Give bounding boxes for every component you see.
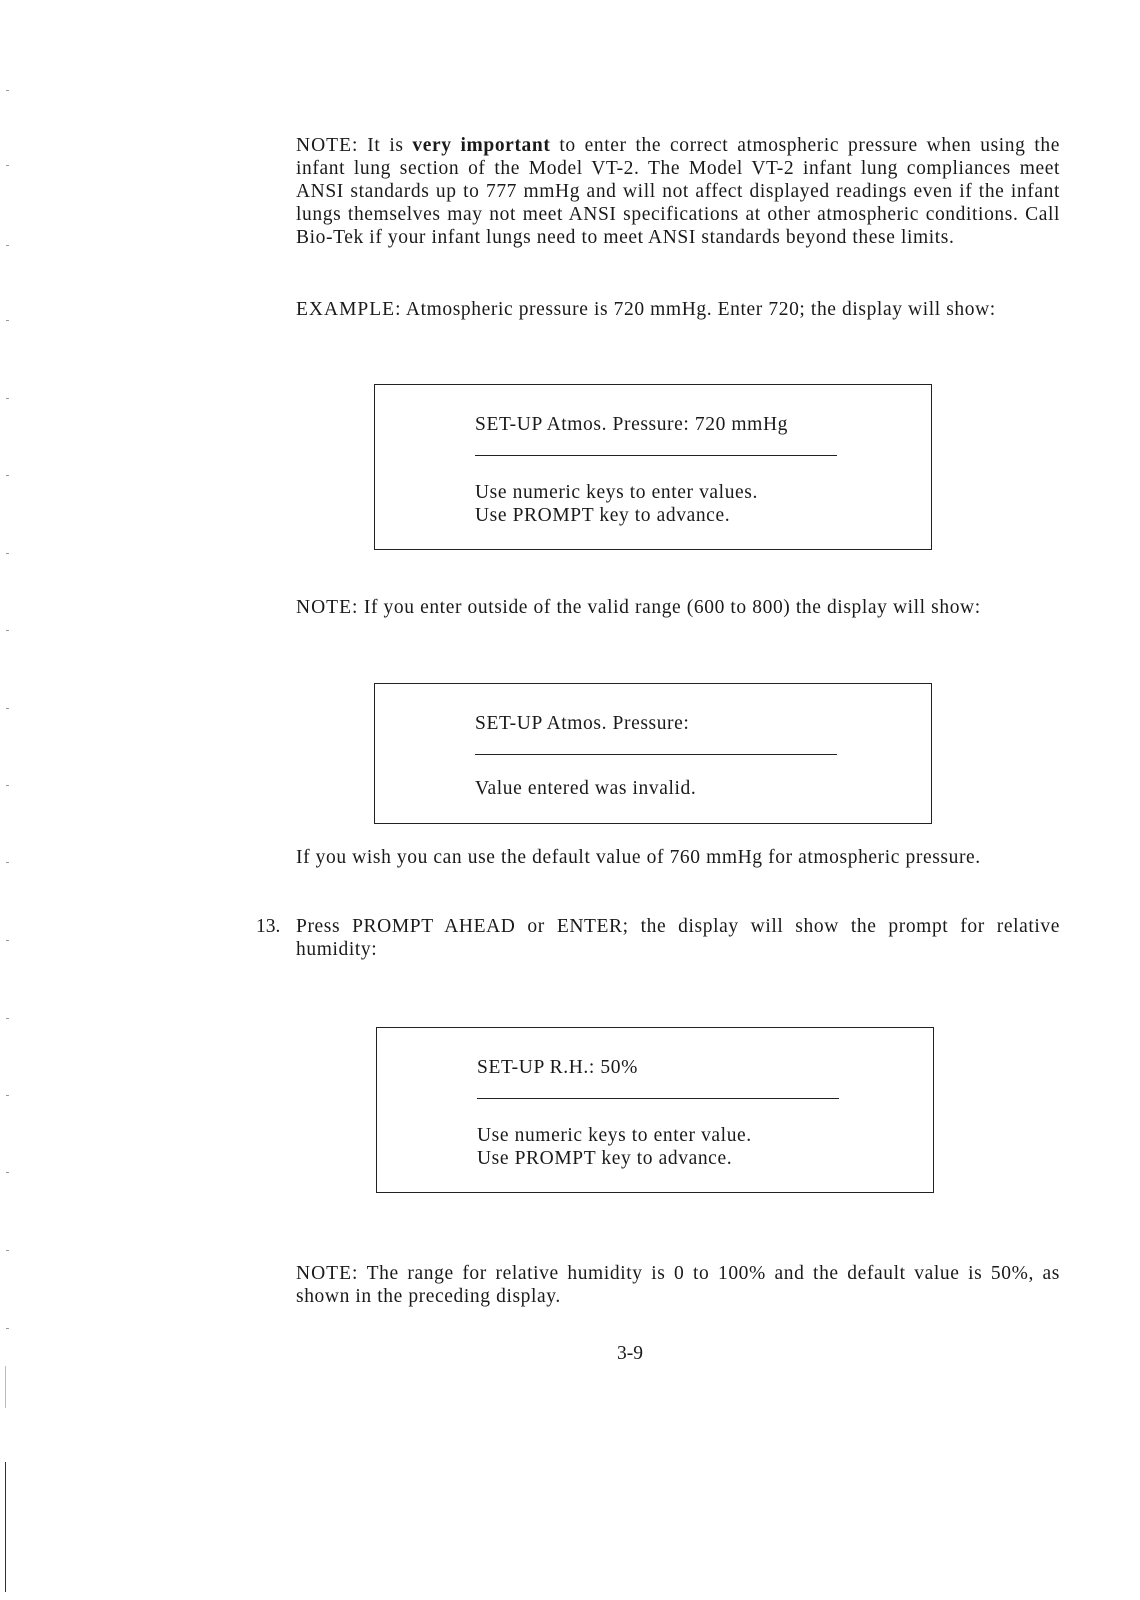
scan-margin-mark <box>6 90 9 91</box>
note-text: The range for relative humidity is 0 to 100% and the default value is 50%, as shown in the preceding display. <box>296 1263 1060 1307</box>
display-relative-humidity <box>376 1027 934 1193</box>
display-divider <box>475 455 837 456</box>
display-line: Use PROMPT key to advance. <box>477 1148 733 1169</box>
scan-margin-mark <box>6 1328 9 1329</box>
note-valid-range <box>296 596 1060 619</box>
display-line: Use numeric keys to enter values. <box>475 482 758 503</box>
scan-margin-line <box>5 1366 6 1408</box>
scan-margin-mark <box>6 1018 9 1019</box>
display-atmos-pressure <box>374 384 932 550</box>
display-line: SET-UP Atmos. Pressure: 720 mmHg <box>475 414 788 435</box>
scan-margin-mark <box>6 553 9 554</box>
scan-margin-mark <box>6 862 9 863</box>
display-invalid-value <box>374 683 932 824</box>
scan-margin-mark <box>6 398 9 399</box>
note-text-rest: to enter the correct atmospheric pressure when using the infant lung section of the Model VT-2. The Model VT-2 infant lung compliances meet ANSI standards up to 777 mmHg and will not affect displayed readings even if the infant lungs themselves may not meet ANSI specifications at other atmospheric conditions. Call Bio-Tek if your infant lungs need to meet ANSI standards beyond these limits. <box>296 135 1060 248</box>
note-text: If you enter outside of the valid range (600 to 800) the display will show: <box>358 597 981 618</box>
note-emphasis: very important <box>412 135 551 156</box>
display-line: SET-UP Atmos. Pressure: <box>475 713 690 734</box>
example-text: Atmospheric pressure is 720 mmHg. Enter 720; the display will show: <box>401 299 996 320</box>
default-value-paragraph: If you wish you can use the default value of 760 mmHg for atmospheric pressure. <box>296 847 981 868</box>
note-text-start: It is <box>358 135 413 156</box>
note-humidity-range <box>296 1262 1060 1308</box>
scan-margin-mark <box>6 475 9 476</box>
page-number: 3-9 <box>617 1343 643 1364</box>
display-line: Use PROMPT key to advance. <box>475 505 731 526</box>
scan-margin-mark <box>6 1250 9 1251</box>
note-important-pressure <box>296 134 1060 249</box>
step-13-text: Press PROMPT AHEAD or ENTER; the display will show the prompt for relative humidity: <box>296 916 1060 960</box>
scan-margin-mark <box>6 1095 9 1096</box>
step-number: 13. <box>256 916 281 937</box>
scan-margin-mark <box>6 1172 9 1173</box>
scan-margin-line <box>5 1462 6 1592</box>
scan-margin-mark <box>6 245 9 246</box>
scan-margin-mark <box>6 165 9 166</box>
note-label: NOTE: <box>296 1263 359 1284</box>
note-label: NOTE: <box>296 597 359 618</box>
display-line: SET-UP R.H.: 50% <box>477 1057 638 1078</box>
scan-margin-mark <box>6 320 9 321</box>
scan-margin-mark <box>6 708 9 709</box>
example-paragraph <box>296 298 1060 321</box>
display-divider <box>475 754 837 755</box>
display-divider <box>477 1098 839 1099</box>
scan-margin-mark <box>6 785 9 786</box>
note-label: NOTE: <box>296 135 359 156</box>
display-line: Value entered was invalid. <box>475 778 697 799</box>
scan-margin-mark <box>6 630 9 631</box>
scan-margin-mark <box>6 940 9 941</box>
example-label: EXAMPLE: <box>296 299 402 320</box>
display-line: Use numeric keys to enter value. <box>477 1125 752 1146</box>
